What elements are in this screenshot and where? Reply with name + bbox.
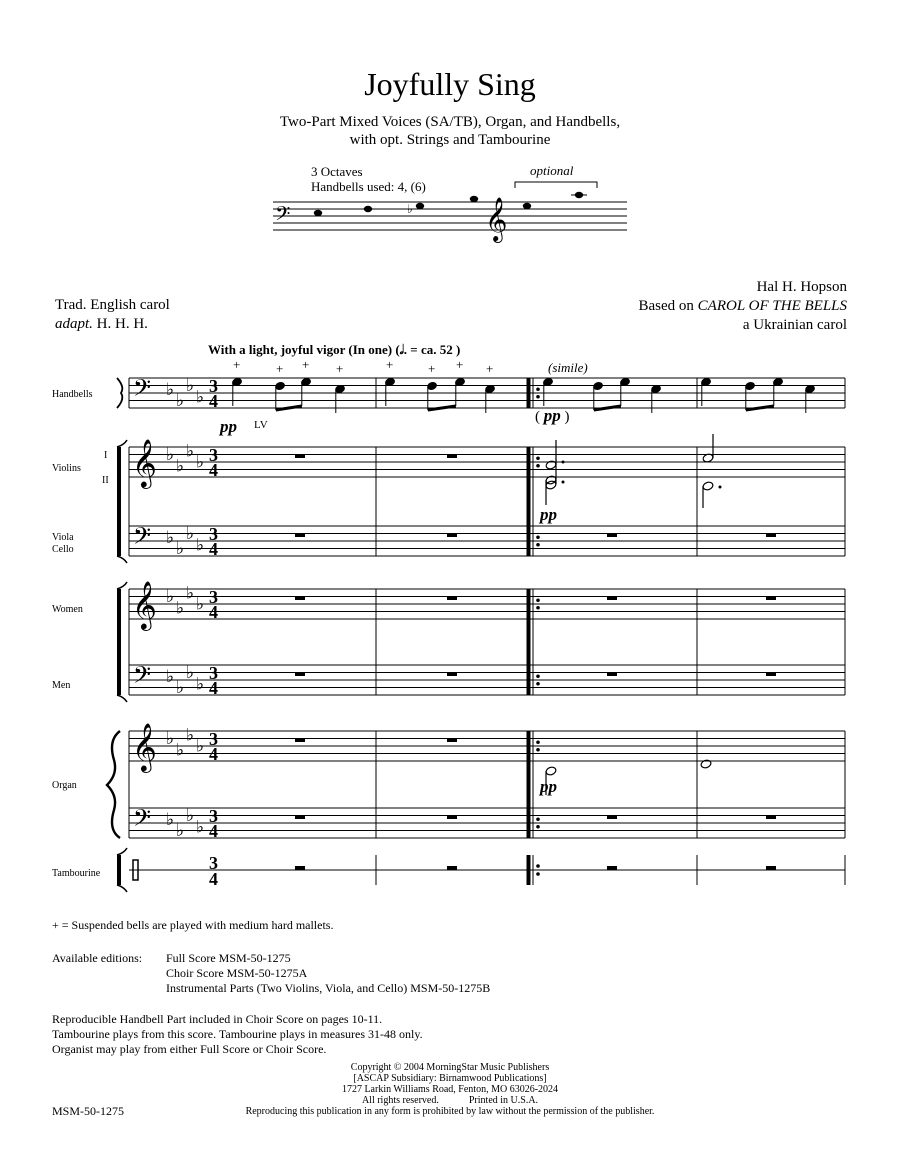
- bass-clef-icon: 𝄢: [133, 524, 152, 555]
- time-sig-bottom: 4: [209, 821, 218, 841]
- flat-icon: ♭: [196, 674, 205, 694]
- flat-icon: ♭: [166, 587, 175, 606]
- label-violin-i: I: [104, 450, 108, 461]
- flat-icon: ♭: [176, 821, 185, 840]
- repeat-dot: [536, 387, 540, 391]
- text-source: Trad. English carol adapt. H. H. H.: [55, 297, 170, 332]
- flat-icon: ♭: [166, 666, 175, 686]
- whole-rest: [607, 673, 617, 677]
- label-cello: Cello: [52, 544, 74, 555]
- whole-rest: [295, 534, 305, 538]
- flat-icon: ♭: [176, 740, 185, 760]
- flat-icon: ♭: [186, 806, 195, 825]
- repeat-dot: [536, 606, 540, 610]
- whole-rest: [447, 739, 457, 743]
- bass-clef-icon: 𝄢: [133, 663, 152, 694]
- time-sig-top: 3: [209, 445, 218, 465]
- time-sig-bottom: 4: [209, 869, 218, 889]
- plus-mallet-icon: +: [428, 361, 436, 376]
- simile-marking: (simile): [548, 360, 588, 375]
- whole-rest: [295, 816, 305, 820]
- label-handbells: Handbells: [52, 389, 93, 400]
- repeat-dot: [536, 817, 540, 821]
- time-sig-top: 3: [209, 729, 218, 749]
- whole-rest: [607, 597, 617, 601]
- treble-clef-icon: 𝄞: [132, 441, 157, 487]
- publication-code: MSM-50-1275: [52, 1104, 125, 1118]
- plus-mallet-icon: +: [276, 361, 284, 376]
- dynamic-pp-organ: pp: [540, 777, 557, 796]
- time-sig-bottom: 4: [209, 460, 218, 480]
- reproducible-note-3: Organist may play from either Full Score or Choir Score.: [52, 1042, 327, 1056]
- whole-rest: [447, 866, 457, 870]
- time-sig-top: 3: [209, 587, 218, 607]
- whole-rest: [295, 597, 305, 601]
- flat-icon: ♭: [186, 441, 195, 461]
- time-sig-top: 3: [209, 853, 218, 873]
- flat-icon: ♭: [186, 663, 195, 682]
- flat-icon: ♭: [196, 817, 205, 837]
- mallet-legend: + = Suspended bells are played with medium hard mallets.: [52, 918, 334, 932]
- copyright-line: Copyright © 2004 MorningStar Music Publishers: [350, 1062, 550, 1073]
- time-sig-top: 3: [209, 663, 218, 683]
- whole-rest: [766, 673, 776, 677]
- dynamic-pp-violins: pp: [540, 505, 557, 524]
- flat-icon: ♭: [196, 736, 205, 756]
- whole-rest: [766, 534, 776, 538]
- label-violins: Violins: [52, 463, 81, 474]
- page-title: Joyfully Sing: [364, 66, 536, 102]
- composer-credit: Hal H. Hopson Based on CAROL OF THE BELLS a Ukrainian carol: [638, 279, 847, 333]
- flat-icon: ♭: [196, 594, 205, 614]
- flat-icon: ♭: [166, 379, 175, 399]
- reproducible-note-2: Tambourine plays from this score. Tambourine plays in measures 31-48 only.: [52, 1027, 423, 1041]
- whole-rest: [295, 739, 305, 743]
- whole-rest: [295, 673, 305, 677]
- repeat-dot: [536, 825, 540, 829]
- whole-rest: [607, 816, 617, 820]
- subtitle-line-1: Two-Part Mixed Voices (SA/TB), Organ, and Handbells,: [279, 114, 621, 130]
- repeat-dot: [536, 748, 540, 752]
- repeat-dot: [536, 872, 540, 876]
- whole-rest: [447, 534, 457, 538]
- time-sig-bottom: 4: [209, 602, 218, 622]
- optional-label: optional: [530, 163, 574, 178]
- plus-mallet-icon: +: [336, 361, 344, 376]
- whole-rest: [447, 455, 457, 459]
- time-sig-top: 3: [209, 524, 218, 544]
- reproducible-note-1: Reproducible Handbell Part included in Choir Score on pages 10-11.: [52, 1012, 383, 1026]
- edition-instrumental: Instrumental Parts (Two Violins, Viola, and Cello) MSM-50-1275B: [166, 981, 491, 995]
- organ-note-m3: [545, 766, 557, 776]
- organ-note-m4: [700, 759, 712, 769]
- bass-clef-icon: 𝄢: [133, 806, 152, 837]
- flat-icon: ♭: [196, 387, 205, 407]
- label-viola: Viola: [52, 532, 74, 543]
- time-sig-bottom: 4: [209, 539, 218, 559]
- handbell-brace: [117, 378, 122, 408]
- violin-note-bottom-m4: [702, 481, 714, 491]
- dynamic-pp-handbells: pp: [220, 417, 237, 436]
- whole-rest: [607, 534, 617, 538]
- flat-icon: ♭: [186, 583, 195, 603]
- label-organ: Organ: [52, 780, 77, 791]
- repeat-dot: [536, 864, 540, 868]
- flat-icon: ♭: [166, 445, 175, 464]
- flat-icon: ♭: [186, 524, 195, 543]
- repeat-dot: [536, 456, 540, 460]
- flat-icon: ♭: [196, 452, 205, 472]
- whole-rest: [607, 866, 617, 870]
- bass-clef-icon: 𝄢: [275, 204, 291, 230]
- bass-clef-icon: 𝄢: [133, 376, 152, 407]
- warning-line: Reproducing this publication in any form is prohibited by law without the permission of the publisher.: [245, 1106, 655, 1117]
- organ-brace: [107, 731, 120, 838]
- whole-rest: [766, 866, 776, 870]
- flat-icon: ♭: [196, 535, 205, 555]
- flat-icon: ♭: [407, 202, 413, 216]
- edition-full-score: Full Score MSM-50-1275: [166, 951, 291, 965]
- treble-clef-icon: 𝄞: [485, 199, 508, 241]
- lv-marking: LV: [254, 419, 268, 431]
- label-men: Men: [52, 680, 71, 691]
- flat-icon: ♭: [176, 391, 185, 410]
- plus-mallet-icon: +: [302, 357, 310, 372]
- treble-clef-icon: 𝄞: [132, 725, 157, 771]
- editions-label: Available editions:: [52, 951, 143, 965]
- whole-rest: [295, 866, 305, 870]
- repeat-dot: [536, 740, 540, 744]
- repeat-dot: [536, 464, 540, 468]
- plus-mallet-icon: +: [233, 357, 241, 372]
- repeat-dot: [536, 674, 540, 678]
- time-sig-bottom: 4: [209, 744, 218, 764]
- flat-icon: ♭: [176, 539, 185, 558]
- plus-mallet-icon: +: [486, 361, 494, 376]
- time-sig-top: 3: [209, 806, 218, 826]
- bells-used-label: Handbells used: 4, (6): [311, 179, 426, 194]
- time-sig-bottom: 4: [209, 678, 218, 698]
- repeat-dot: [536, 535, 540, 539]
- tempo-marking: With a light, joyful vigor (In one) (𝅗𝅥. = ca. 52 ): [208, 342, 461, 357]
- flat-icon: ♭: [176, 678, 185, 697]
- flat-icon: ♭: [186, 376, 195, 395]
- label-women: Women: [52, 604, 83, 615]
- flat-icon: ♭: [166, 809, 175, 829]
- flat-icon: ♭: [166, 729, 175, 748]
- treble-clef-icon: 𝄞: [132, 583, 157, 629]
- repeat-dot: [536, 598, 540, 602]
- rights-line: All rights reserved. Printed in U.S.A.: [361, 1095, 539, 1106]
- plus-mallet-icon: +: [456, 357, 464, 372]
- ascap-line: [ASCAP Subsidiary: Birnamwood Publications]: [353, 1073, 547, 1084]
- time-sig-bottom: 4: [209, 391, 218, 411]
- repeat-dot: [536, 395, 540, 399]
- whole-rest: [766, 597, 776, 601]
- edition-choir-score: Choir Score MSM-50-1275A: [166, 966, 308, 980]
- whole-rest: [766, 816, 776, 820]
- whole-rest: [447, 673, 457, 677]
- whole-rest: [447, 816, 457, 820]
- repeat-dot: [536, 543, 540, 547]
- dynamic-pp-paren: ( pp ): [535, 406, 570, 425]
- flat-icon: ♭: [176, 598, 185, 618]
- whole-rest: [447, 597, 457, 601]
- flat-icon: ♭: [186, 725, 195, 745]
- plus-mallet-icon: +: [386, 357, 394, 372]
- violin-note-top-m3: [545, 460, 557, 470]
- address-line: 1727 Larkin Williams Road, Fenton, MO 63026-2024: [341, 1084, 559, 1095]
- repeat-dot: [536, 682, 540, 686]
- label-tambourine: Tambourine: [52, 868, 101, 879]
- flat-icon: ♭: [166, 527, 175, 547]
- whole-rest: [295, 455, 305, 459]
- label-violin-ii: II: [102, 475, 109, 486]
- time-sig-top: 3: [209, 376, 218, 396]
- subtitle-line-2: with opt. Strings and Tambourine: [349, 132, 551, 148]
- dotted-half-note-icon: 𝅗𝅥.: [399, 342, 408, 357]
- octaves-label: 3 Octaves: [311, 164, 363, 179]
- flat-icon: ♭: [176, 456, 185, 476]
